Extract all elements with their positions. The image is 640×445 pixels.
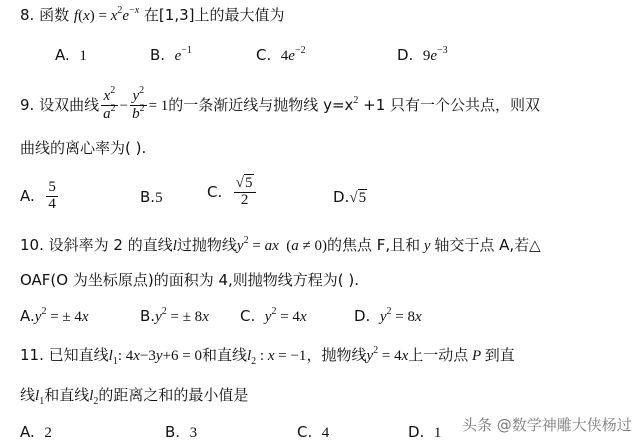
formula-function: f — [73, 8, 79, 24]
option-a: A. $\frac{5}{4}$ — [20, 179, 56, 212]
option-c: C. $4e^{-2}$ — [256, 45, 306, 64]
option-b: B.5 — [140, 188, 163, 206]
question-text: +1 只有一个公共点，则双 — [363, 95, 541, 114]
question-text: 设斜率为 2 的直线 — [48, 236, 173, 254]
option-d: D. $9e^{-3}$ — [397, 45, 448, 64]
question-10-line2: OAF(O 为坐标原点)的面积为 4,则抛物线方程为( ). — [20, 271, 360, 289]
question-8-stem: 8. 函数 $f(x) = x^2e^{-x}$ 在[1,3]上的最大值为 — [20, 5, 285, 24]
question-11-stem: 11. 已知直线$l_1$: 4x−3y+6 = 0和直线$l_2$ : x = −1，抛物线$y^2 = 4x$上一动点 P 到直 — [20, 345, 515, 367]
question-text: 已知直线 — [48, 346, 109, 364]
option-a: A. 1 — [55, 46, 87, 64]
option-c: C. $y^2 = 4x$ — [240, 306, 307, 325]
question-number: 8. — [20, 6, 35, 24]
option-c: C. $\frac{√5}{2}$ — [207, 176, 258, 209]
question-text: 过抛物线 — [176, 236, 237, 254]
question-text: 的一条渐近线与抛物线 y=x — [168, 95, 354, 114]
question-text: ，抛物线 — [306, 346, 367, 364]
question-number: 11. — [20, 346, 44, 364]
question-number: 9. — [20, 95, 35, 114]
watermark: 头条 @数学神雕大侠杨过 — [462, 416, 632, 434]
option-a: A. 2 — [20, 423, 52, 441]
question-text: 和直线 — [201, 346, 247, 364]
option-a: $A.y^2$ = ± 4x — [20, 306, 89, 325]
question-text: 设双曲线 — [39, 95, 100, 114]
question-text: 函数 — [39, 6, 70, 24]
option-d: D. 1 — [408, 423, 442, 441]
question-text: 到直 — [484, 346, 515, 364]
question-text: 轴交于点 A,若△ — [434, 236, 541, 254]
option-b: $B.y^2$ = ± 8x — [140, 306, 209, 325]
fraction-x2-a2: $\frac{x^2}{a^2}$ — [103, 85, 116, 122]
option-d: D.√5 — [333, 188, 367, 206]
option-b: B. $e^{-1}$ — [150, 45, 192, 64]
question-text: 上一动点 — [408, 346, 469, 364]
question-9-line2: 曲线的离心率为( ). — [20, 139, 147, 157]
question-text: 在[1,3]上的最大值为 — [143, 6, 285, 24]
question-text: 的焦点 F,且和 — [326, 236, 421, 254]
question-11-line2: 线$l_1$和直线$l_2$的距离之和的最小值是 — [20, 386, 249, 407]
option-d: D. $y^2 = 8x$ — [354, 306, 422, 325]
option-b: B. 3 — [165, 423, 198, 441]
question-number: 10. — [20, 236, 44, 254]
question-9-stem: 9. 设双曲线 $\frac{x^2}{a^2}$ − $\frac{y^2}{b^2}$ = 1的一条渐近线与抛物线 $y=x^2 +1$ 只有一个公共点，则双 — [20, 85, 541, 122]
question-10-stem: 10. 设斜率为 2 的直线l过抛物线$y^2$ = ax (a ≠ 0)的焦点 F,且和 y 轴交于点 A,若△ — [20, 235, 541, 254]
fraction-y2-b2: $\frac{y^2}{b^2}$ — [132, 85, 145, 122]
option-c: C. 4 — [297, 423, 330, 441]
